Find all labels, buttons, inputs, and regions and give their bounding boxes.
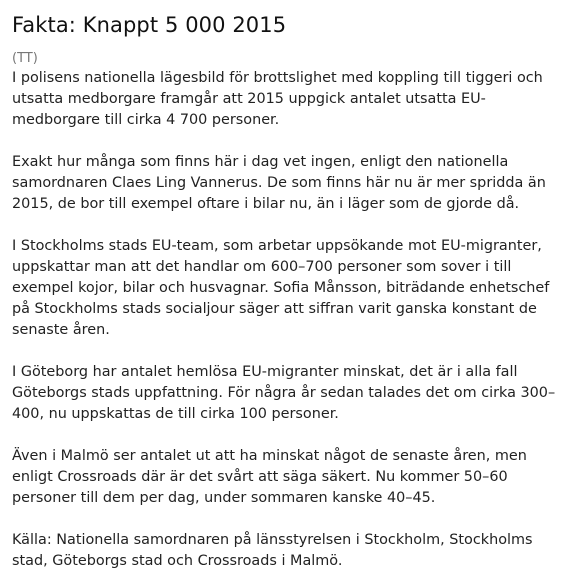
- paragraph-goteborg: I Göteborg har antalet hemlösa EU-migranter minskat, det är i alla fall Göteborgs stads uppfattning. För några år sedan talades det om cirka 300–400, nu uppskattas de till cirka 100 personer.: [12, 364, 556, 422]
- paragraph-stockholm: I Stockholms stads EU-team, som arbetar uppsökande mot EU-migranter, uppskattar man att det handlar om 600–700 personer som sover i till exempel kojor, bilar och husvagnar. Sofia Månsson, biträdande enhetschef på Stockholms stads socialjour säger att siffran varit ganska konstant de senaste åren.: [12, 238, 550, 338]
- fact-box-article: [12, 0, 568, 572]
- article-body: [12, 68, 568, 572]
- paragraph-malmo: Även i Malmö ser antalet ut att ha minskat något de senaste åren, men enligt Crossroads där är det svårt att säga säkert. Nu kommer 50–60 personer till dem per dag, under sommaren kanske 40–45.: [12, 448, 527, 506]
- paragraph-source: Källa: Nationella samordnaren på länsstyrelsen i Stockholm, Stockholms stad, Göteborgs stad och Crossroads i Malmö.: [12, 532, 533, 569]
- article-byline: (TT): [12, 51, 38, 66]
- paragraph-police-report: I polisens nationella lägesbild för brottslighet med koppling till tiggeri och utsatta medborgare framgår att 2015 uppgick antalet utsatta EU-medborgare till cirka 4 700 personer.: [12, 70, 543, 128]
- paragraph-national-coordinator: Exakt hur många som finns här i dag vet ingen, enligt den nationella samordnaren Claes Ling Vannerus. De som finns här nu är mer spridda än 2015, de bor till exempel oftare i bilar nu, än i läger som de gjorde då.: [12, 154, 546, 212]
- article-title: Fakta: Knappt 5 000 2015: [12, 13, 287, 37]
